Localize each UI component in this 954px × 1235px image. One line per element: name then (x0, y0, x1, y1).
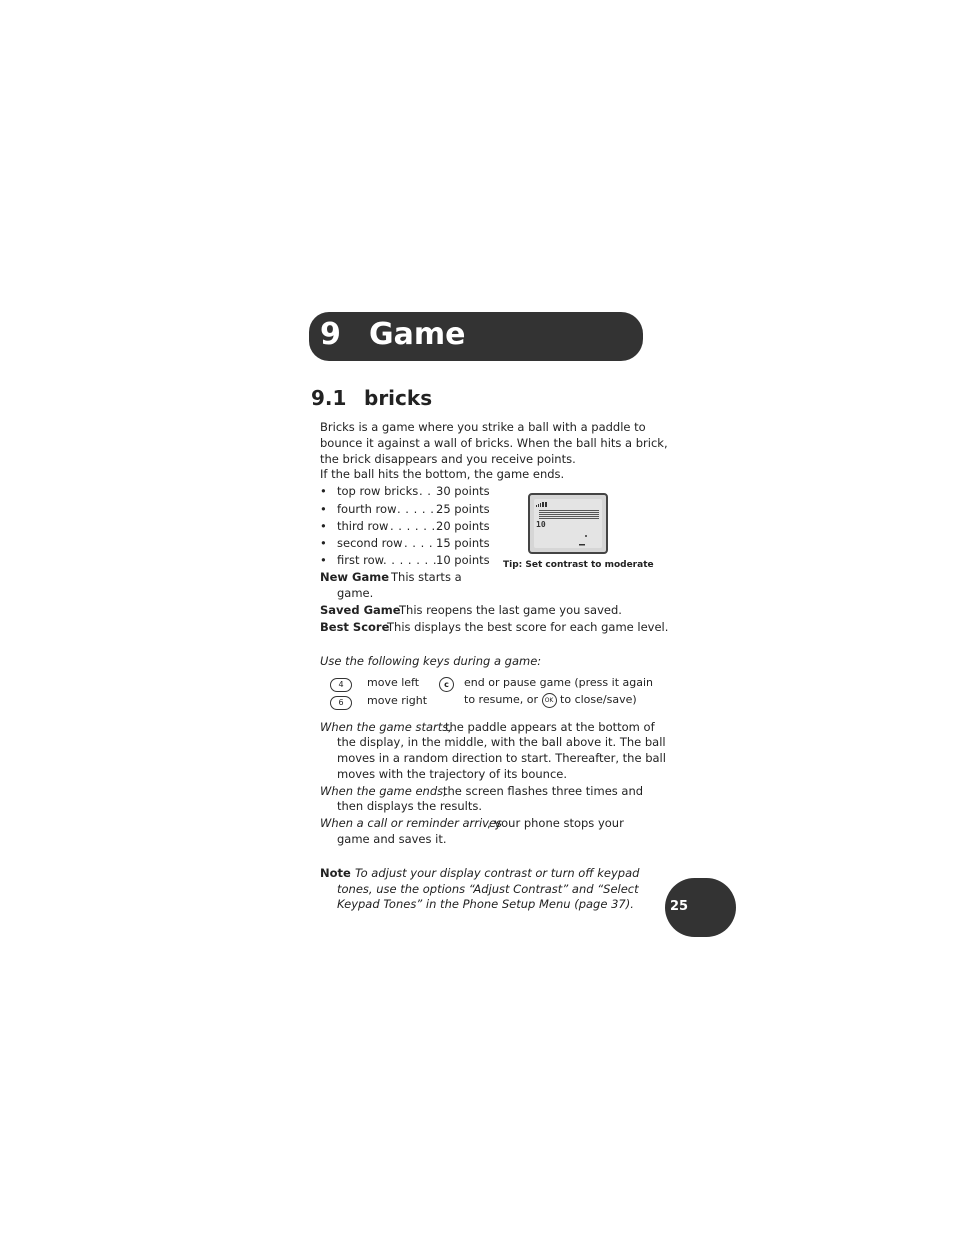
signal-icon (536, 502, 547, 507)
saved-game-label: Saved Game (320, 603, 401, 617)
chapter-title: Game (369, 317, 466, 352)
intro-line: bounce it against a wall of bricks. When the ball hits a brick, (320, 436, 668, 450)
section-title: bricks (364, 386, 433, 410)
key-6-icon: 6 (330, 696, 352, 710)
points-row-dots: . . . . . . . (383, 553, 438, 567)
points-row-label: fourth row (337, 502, 397, 516)
game-start-text: the display, in the middle, with the ball above it. The ball (337, 735, 666, 749)
game-paddle (579, 544, 585, 546)
game-score: 10 (536, 520, 546, 529)
best-score-label: Best Score (320, 620, 390, 634)
intro-line: If the ball hits the bottom, the game ends. (320, 467, 565, 481)
c-key-action: end or pause game (press it again (464, 676, 653, 689)
bullet: • (320, 502, 327, 516)
points-row-dots: . . (419, 484, 432, 498)
note-label: Note (320, 866, 351, 880)
bullet: • (320, 484, 327, 498)
game-display (534, 499, 602, 548)
game-start-text: the paddle appears at the bottom of (445, 720, 655, 734)
c-key-action-part: to resume, or (464, 693, 539, 706)
call-arrives-text: , your phone stops your (487, 816, 624, 830)
keys-intro: Use the following keys during a game: (320, 654, 542, 668)
points-row-dots: . . . . (404, 536, 434, 550)
contrast-tip: Tip: Set contrast to moderate (503, 560, 654, 570)
call-arrives-label: When a call or reminder arrives (320, 816, 503, 830)
bullet: • (320, 536, 327, 550)
chapter-number: 9 (320, 317, 341, 352)
page-number: 25 (670, 899, 689, 914)
points-row-value: 10 points (436, 553, 490, 567)
points-row-dots: . . . . . . (390, 519, 436, 533)
bullet: • (320, 553, 327, 567)
game-start-label: When the game starts, (320, 720, 452, 734)
chapter-header (309, 312, 643, 361)
game-start-text: moves with the trajectory of its bounce. (337, 767, 568, 781)
points-row-value: 30 points (436, 484, 490, 498)
note-text: To adjust your display contrast or turn off keypad (355, 866, 640, 880)
points-row-label: third row (337, 519, 389, 533)
points-row-value: 25 points (436, 502, 490, 516)
c-key-action-part: to close/save) (560, 693, 637, 706)
game-ball (585, 535, 587, 537)
note-text: tones, use the options “Adjust Contrast” and “Select (337, 882, 639, 896)
saved-game-text: This reopens the last game you saved. (399, 603, 622, 617)
game-end-text: the screen flashes three times and (443, 784, 644, 798)
brick-rows (539, 510, 599, 519)
key-4-icon: 4 (330, 678, 352, 692)
bricks-game-graphic (534, 499, 602, 548)
new-game-label: New Game (320, 570, 390, 584)
section-number: 9.1 (311, 386, 347, 410)
best-score-text: This displays the best score for each game level. (387, 620, 669, 634)
move-left-text: move left (367, 676, 420, 689)
bullet: • (320, 519, 327, 533)
points-row-value: 15 points (436, 536, 490, 550)
key-c-icon: c (439, 677, 454, 692)
game-start-text: moves in a random direction to start. Thereafter, the ball (337, 751, 666, 765)
note-text: Keypad Tones” in the Phone Setup Menu (page 37). (337, 897, 634, 911)
points-row-label: top row bricks (337, 484, 419, 498)
game-end-text: then displays the results. (337, 799, 483, 813)
phone-screen-illustration (528, 493, 608, 554)
points-row-value: 20 points (436, 519, 490, 533)
game-end-label: When the game ends, (320, 784, 447, 798)
c-key-action-cont (464, 692, 637, 708)
new-game-text-cont: game. (337, 586, 374, 600)
points-row-label: first row (337, 553, 385, 567)
intro-line: Bricks is a game where you strike a ball with a paddle to (320, 420, 646, 434)
points-row-dots: . . . . . (397, 502, 435, 516)
call-arrives-text: game and saves it. (337, 832, 447, 846)
points-row-label: second row (337, 536, 403, 550)
ok-key-icon: OK (542, 693, 557, 708)
move-right-text: move right (367, 694, 428, 707)
intro-line: the brick disappears and you receive points. (320, 452, 576, 466)
new-game-text: This starts a (391, 570, 462, 584)
